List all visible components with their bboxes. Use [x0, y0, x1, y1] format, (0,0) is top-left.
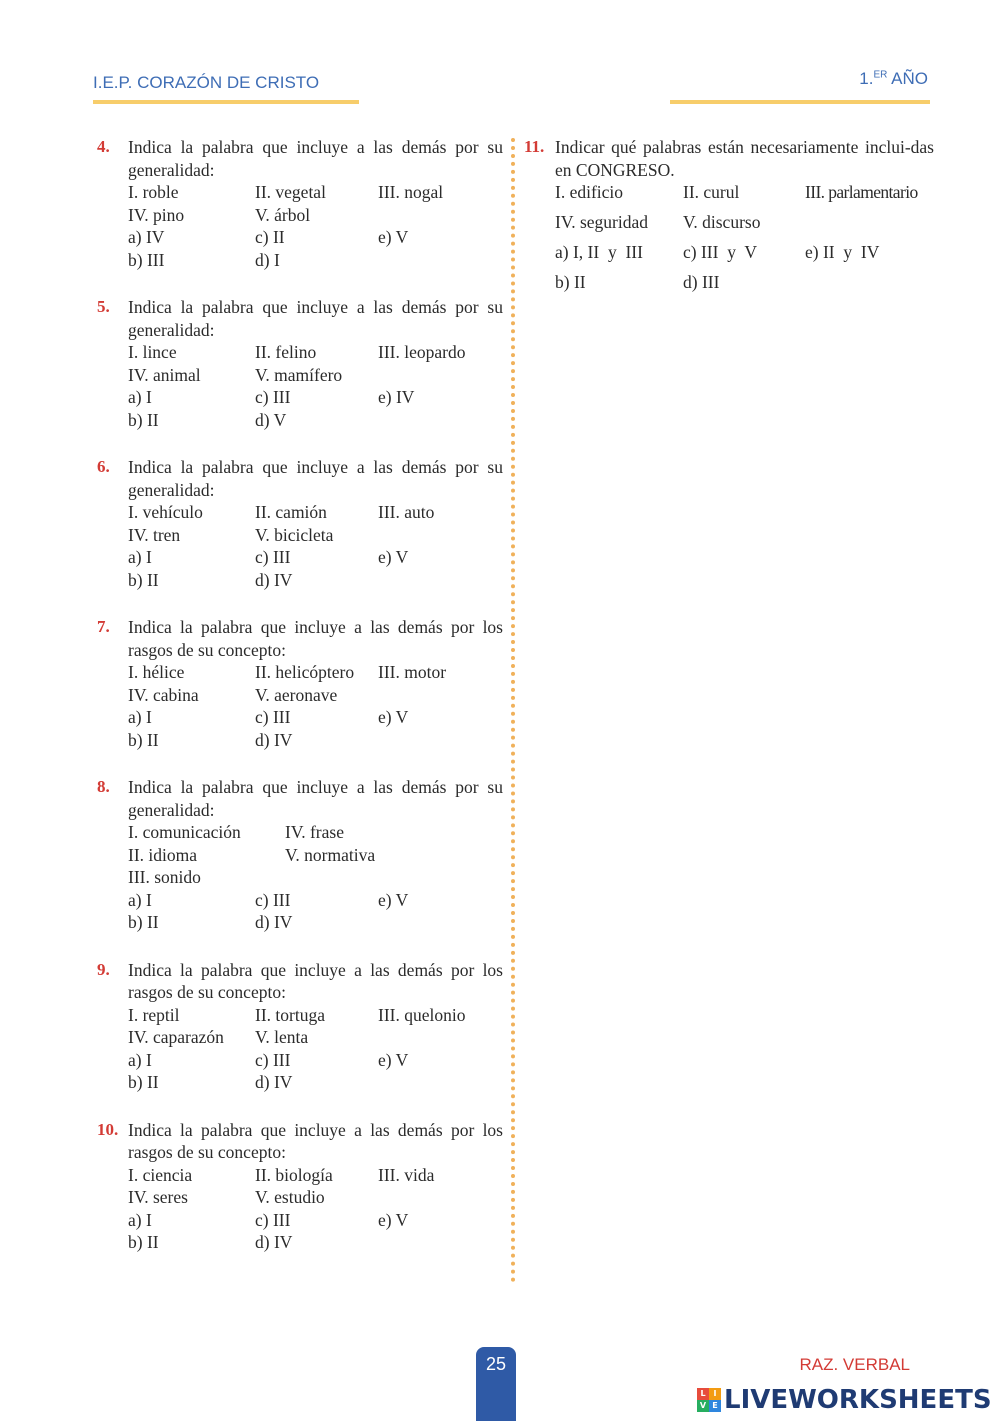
option: II. curul	[683, 182, 740, 202]
question-text: Indica la palabra que incluye a las demás por su generalidad:	[128, 137, 503, 180]
answer-choice[interactable]: e) IV	[378, 387, 415, 407]
option: V. discurso	[683, 212, 761, 232]
school-year: 1.$^{ER}$ AÑO	[859, 69, 928, 88]
answer-choices	[128, 889, 503, 934]
option: IV. cabina	[128, 684, 199, 705]
question-text: Indicar qué palabras están necesariamente inclui-das en CONGRESO.	[555, 137, 934, 180]
question-5	[97, 296, 503, 431]
answer-choice[interactable]: b) II	[128, 729, 159, 750]
answer-choice[interactable]: a) I	[128, 889, 152, 910]
option	[285, 866, 503, 889]
question-options	[128, 661, 503, 751]
answer-choice[interactable]: c) III	[255, 1209, 291, 1230]
right-column	[524, 136, 934, 319]
option: V. árbol	[255, 204, 311, 225]
answer-choice[interactable]: c) III	[255, 1049, 291, 1070]
answer-choice[interactable]: c) III y V	[683, 242, 758, 262]
answer-choice	[805, 271, 934, 294]
question-text: Indica la palabra que incluye a las demás por los rasgos de su concepto:	[128, 617, 503, 660]
option: IV. pino	[128, 204, 185, 225]
answer-choice[interactable]: d) IV	[255, 569, 293, 590]
answer-choice[interactable]: c) III	[255, 387, 291, 407]
answer-choice[interactable]: c) II	[255, 227, 285, 247]
answer-choice[interactable]: d) V	[255, 409, 287, 430]
subject-label: RAZ. VERBAL	[799, 1355, 910, 1374]
answer-choice[interactable]: c) III	[255, 707, 291, 727]
question-number: 9.	[97, 959, 110, 979]
question-number: 4.	[97, 137, 110, 156]
logo-letter: L	[697, 1388, 709, 1400]
question-options	[128, 501, 503, 591]
option: I. vehículo	[128, 502, 203, 522]
answer-choice	[378, 911, 503, 934]
answer-choice[interactable]: d) IV	[255, 912, 293, 932]
option	[805, 211, 934, 234]
question-options	[128, 341, 503, 431]
option: III. nogal	[378, 182, 444, 202]
option: I. lince	[128, 342, 177, 362]
answer-choice[interactable]: e) V	[378, 547, 409, 567]
option: V. lenta	[255, 1027, 309, 1047]
question-10	[97, 1119, 503, 1254]
option: V. mamífero	[255, 364, 343, 385]
question-options	[128, 181, 503, 271]
question-text: Indica la palabra que incluye a las demás por su generalidad:	[128, 297, 503, 340]
option: III. sonido	[128, 867, 201, 887]
question-number: 10.	[97, 1119, 119, 1139]
option: V. aeronave	[255, 684, 338, 705]
answer-choice[interactable]: a) IV	[128, 227, 165, 247]
question-text: Indica la palabra que incluye a las demás por su generalidad:	[128, 457, 503, 500]
answer-choice	[378, 409, 503, 432]
answer-choice[interactable]: c) III	[255, 889, 291, 910]
question-7	[97, 616, 503, 751]
answer-choice	[378, 569, 503, 592]
answer-choice[interactable]: e) V	[378, 227, 409, 247]
option: I. ciencia	[128, 1164, 193, 1185]
option: IV. caparazón	[128, 1027, 224, 1047]
option: IV. seguridad	[555, 212, 648, 232]
question-6	[97, 456, 503, 591]
option: III. leopardo	[378, 342, 466, 362]
option: V. bicicleta	[255, 524, 334, 545]
answer-choice[interactable]: a) I	[128, 1049, 152, 1070]
answer-choice[interactable]: b) II	[128, 409, 159, 430]
question-number: 8.	[97, 777, 110, 796]
option: III. vida	[378, 1164, 435, 1185]
option: I. edificio	[555, 182, 624, 202]
school-name: I.E.P. CORAZÓN DE CRISTO	[93, 73, 320, 92]
answer-choice[interactable]: b) II	[128, 1232, 159, 1252]
answer-choice[interactable]: b) II	[128, 1072, 159, 1092]
answer-choice[interactable]: a) I	[128, 387, 152, 407]
answer-choice[interactable]: a) I	[128, 1209, 152, 1230]
option	[378, 364, 503, 387]
option: I. roble	[128, 182, 179, 202]
option	[378, 1026, 503, 1049]
answer-choice[interactable]: e) V	[378, 1049, 409, 1070]
answer-choice[interactable]: b) II	[555, 272, 586, 292]
option: V. estudio	[255, 1187, 325, 1207]
logo-letter: I	[709, 1388, 721, 1400]
question-9	[97, 959, 503, 1094]
question-4	[97, 136, 503, 271]
question-options	[128, 1164, 503, 1254]
question-8	[97, 776, 503, 934]
logo-letter: V	[697, 1400, 709, 1412]
question-text: Indica la palabra que incluye a las demás por los rasgos de su concepto:	[128, 1119, 503, 1162]
question-text: Indica la palabra que incluye a las demás por su generalidad:	[128, 777, 503, 820]
answer-choice[interactable]: d) IV	[255, 1232, 293, 1252]
option: II. vegetal	[255, 182, 326, 202]
option: IV. seres	[128, 1187, 188, 1207]
answer-choice[interactable]: a) I, II y III	[555, 242, 643, 262]
answer-choice[interactable]: e) V	[378, 707, 409, 727]
option: IV. animal	[128, 364, 201, 385]
question-11	[524, 136, 934, 294]
liveworksheets-logo-icon	[697, 1388, 721, 1412]
answer-choice[interactable]: b) II	[128, 912, 159, 932]
option	[378, 524, 503, 547]
question-text: Indica la palabra que incluye a las demás por los rasgos de su concepto:	[128, 959, 503, 1002]
option: II. biología	[255, 1164, 333, 1185]
header-rule-right	[670, 100, 930, 104]
answer-choice[interactable]: e) V	[378, 889, 409, 910]
option: IV. frase	[285, 822, 344, 842]
question-number: 6.	[97, 457, 110, 476]
option: III. motor	[378, 662, 447, 682]
option: II. camión	[255, 502, 327, 522]
option: III. parlamentario	[805, 182, 918, 202]
answer-choice[interactable]: b) III	[128, 249, 165, 270]
option: I. hélice	[128, 662, 185, 682]
answer-choice[interactable]: d) I	[255, 249, 280, 270]
question-options	[128, 1004, 503, 1094]
question-options	[555, 181, 934, 294]
answer-choice	[378, 729, 503, 752]
liveworksheets-wordmark: LIVEWORKSHEETS	[724, 1385, 992, 1415]
answer-choice	[378, 249, 503, 272]
left-column	[97, 136, 503, 1279]
question-number: 5.	[97, 297, 110, 316]
answer-choice	[378, 1071, 503, 1094]
option	[378, 204, 503, 227]
page-number: 25	[485, 1354, 507, 1374]
answer-choice[interactable]: e) V	[378, 1209, 409, 1230]
option: II. idioma	[128, 844, 198, 865]
option: II. felino	[255, 342, 317, 362]
column-divider	[511, 138, 515, 1283]
question-options	[128, 821, 503, 889]
answer-choice[interactable]: e) II y IV	[805, 242, 880, 262]
liveworksheets-brand[interactable]	[697, 1385, 992, 1415]
option: I. reptil	[128, 1004, 180, 1025]
answer-choice[interactable]: a) I	[128, 707, 152, 727]
logo-letter: E	[709, 1400, 721, 1412]
answer-choice[interactable]: d) IV	[255, 729, 293, 750]
option: I. comunicación	[128, 822, 241, 842]
header-rule-left	[93, 100, 359, 104]
option: IV. tren	[128, 524, 181, 545]
question-number: 7.	[97, 617, 110, 636]
answer-choice	[378, 1231, 503, 1254]
question-number: 11.	[524, 137, 545, 156]
option	[378, 684, 503, 707]
answer-choice[interactable]: c) III	[255, 547, 291, 567]
answer-choice[interactable]: b) II	[128, 569, 159, 590]
answer-choice[interactable]: a) I	[128, 547, 152, 567]
option: II. tortuga	[255, 1004, 325, 1025]
option: II. helicóptero	[255, 662, 355, 682]
answer-choice[interactable]: d) IV	[255, 1072, 293, 1092]
option: III. quelonio	[378, 1004, 466, 1025]
option: III. auto	[378, 502, 435, 522]
answer-choice[interactable]: d) III	[683, 272, 720, 292]
option	[378, 1186, 503, 1209]
option: V. normativa	[285, 844, 376, 865]
